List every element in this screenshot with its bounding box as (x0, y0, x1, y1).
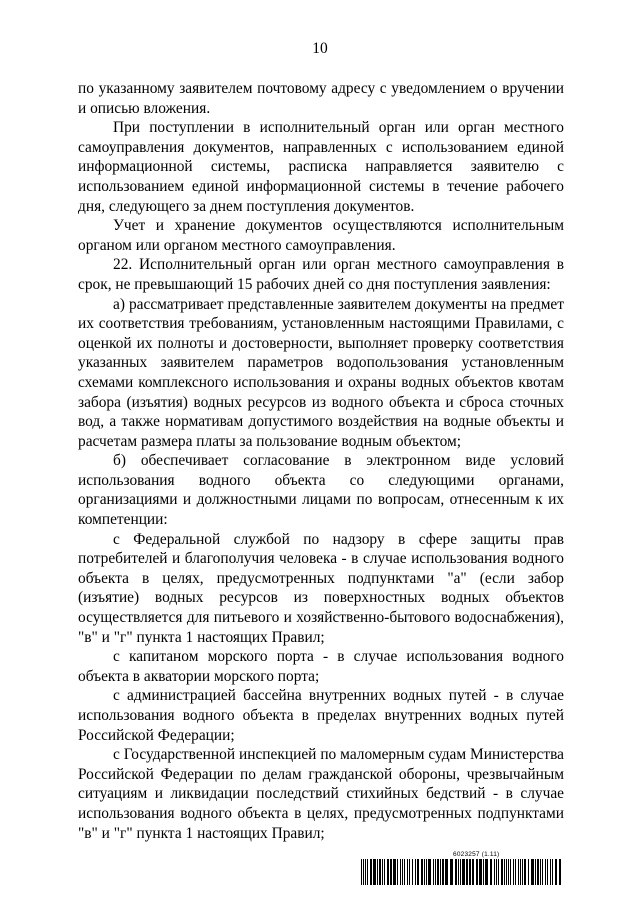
document-code: 6023257 (1.11) (453, 851, 500, 858)
paragraph: Учет и хранение документов осуществляются исполнительным органом или органом местного самоуправления. (78, 217, 564, 254)
paragraph: с Федеральной службой по надзору в сфере защиты прав потребителей и благополучия человека - в случае использования водного объекта в целях, предусмотренных подпунктами "а" (если забор (изъятие) водных ресурсов из поверхностных водных объектов осуществляется для питьевого и хозяйственно-бытового водоснабжения), "в" и "г" пункта 1 настоящих Правил; (78, 530, 564, 646)
barcode-image (361, 859, 564, 885)
paragraph: а) рассматривает представленные заявителем документы на предмет их соответствия требованиям, установленным настоящими Правилами, с оценкой их полноты и достоверности, выполняет проверку соответствия указанных заявителем параметров водопользования установленным схемами комплексного использования и охраны водных объектов квотам забора (изъятия) водных ресурсов из водного объекта и сброса сточных вод, а также нормативам допустимого воздействия на водные объекты и расчетам размера платы за пользование водным объектом; (78, 295, 564, 450)
page-number: 10 (312, 40, 328, 57)
paragraph: по указанному заявителем почтовому адресу с уведомлением о вручении и описью вложения. (78, 80, 564, 117)
paragraph: с Государственной инспекцией по маломерным судам Министерства Российской Федерации по делам гражданской обороны, чрезвычайным ситуациям и ликвидации последствий стихийных бедствий - в случае использования водного объекта в целях, предусмотренных подпунктами "в" и "г" пункта 1 настоящих Правил; (78, 746, 564, 842)
document-body (78, 79, 564, 843)
paragraph: б) обеспечивает согласование в электронном виде условий использования водного объекта со следующими органами, организациями и должностными лицами по вопросам, отнесенным к их компетенции: (78, 452, 564, 529)
paragraph: При поступлении в исполнительный орган или орган местного самоуправления документов, направленных с использованием единой информационной системы, расписка направляется заявителю с использованием единой информационной системы в течение рабочего дня, следующего за днем поступления документов. (78, 119, 564, 215)
paragraph: с капитаном морского порта - в случае использования водного объекта в акватории морского порта; (78, 648, 564, 685)
paragraph: 22. Исполнительный орган или орган местного самоуправления в срок, не превышающий 15 рабочих дней со дня поступления заявления: (78, 256, 564, 293)
paragraph: с администрацией бассейна внутренних водных путей - в случае использования водного объекта в пределах внутренних водных путей Российской Федерации; (78, 687, 564, 744)
